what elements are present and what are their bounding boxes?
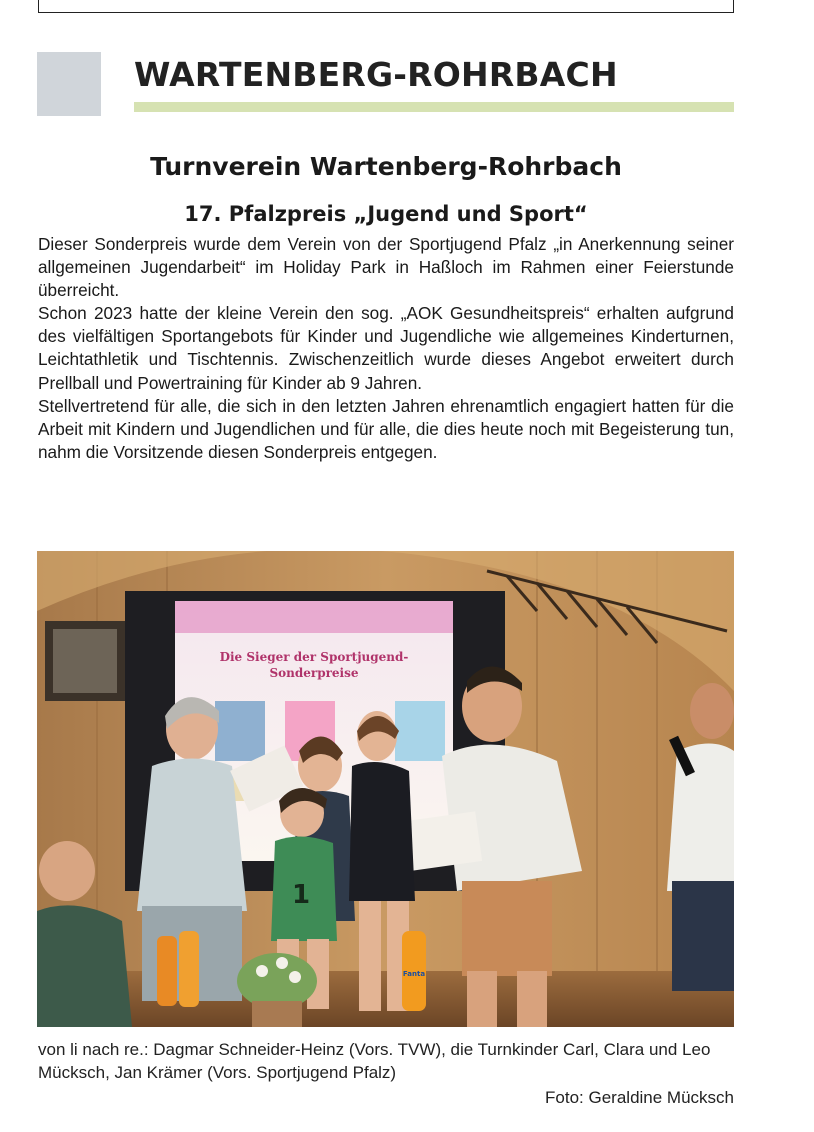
article-body <box>38 233 734 464</box>
previous-article-frame <box>38 0 734 13</box>
section-title: WARTENBERG-ROHRBACH <box>134 55 618 94</box>
shirt-number: 1 <box>292 880 311 910</box>
section-underline <box>134 102 734 112</box>
photo-caption: von li nach re.: Dagmar Schneider-Heinz (Vors. TVW), die Turnkinder Carl, Clara und Leo Mücksch, Jan Krämer (Vors. Sportjugend Pfalz) <box>38 1040 711 1082</box>
paragraph-1: Dieser Sonderpreis wurde dem Verein von der Sportjugend Pfalz „in Anerkennung seiner allgemeinen Jugendarbeit“ im Holiday Park in Haßloch im Rahmen einer Feierstunde überreicht. <box>38 234 734 301</box>
screen-title-line2: Sonderpreise <box>269 666 359 680</box>
paragraph-2: Schon 2023 hatte der kleine Verein den sog. „AOK Gesundheitspreis“ erhalten aufgrund des vielfältigen Sportangebots für Kinder und Jugendliche wie allgemeines Kinderturnen, Leichtathletik und Tischtennis. Zwischenzeitlich wurde dieses Angebot erweitert durch Prellball und Powertraining für Kinder ab 9 Jahren. <box>38 303 734 393</box>
bottle-label: Fanta <box>402 970 426 978</box>
article-photo <box>37 551 734 1027</box>
article-subheadline: 17. Pfalzpreis „Jugend und Sport“ <box>184 202 588 226</box>
photo-credit: Foto: Geraldine Mücksch <box>545 1088 734 1107</box>
article-headline: Turnverein Wartenberg-Rohrbach <box>150 152 622 181</box>
paragraph-3: Stellvertretend für alle, die sich in den letzten Jahren ehrenamtlich engagiert hatten für die Arbeit mit Kindern und Jugendlichen und für alle, die dies heute noch mit Begeisterung tun, nahm die Vorsitzende diesen Sonderpreis entgegen. <box>38 395 734 462</box>
screen-title-line1: Die Sieger der Sportjugend- <box>219 650 409 664</box>
section-marker-square <box>37 52 101 116</box>
photo-illustration <box>37 551 734 1027</box>
